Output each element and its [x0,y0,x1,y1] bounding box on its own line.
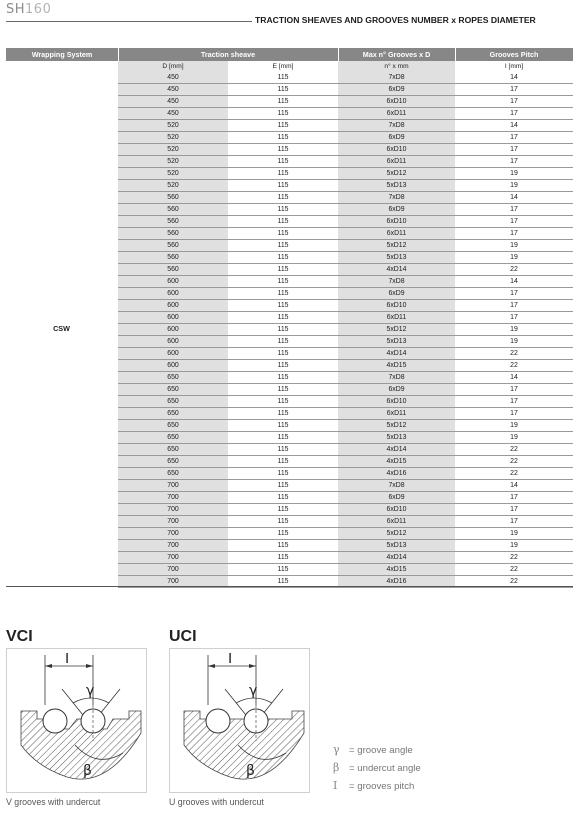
cell-d: 650 [118,396,228,408]
cell-grooves: 6xD10 [338,96,455,108]
cell-pitch: 22 [455,564,573,576]
cell-e: 115 [228,432,338,444]
cell-grooves: 6xD9 [338,492,455,504]
cell-grooves: 7xD8 [338,372,455,384]
cell-pitch: 17 [455,156,573,168]
cell-d: 700 [118,480,228,492]
cell-pitch: 17 [455,84,573,96]
header-wrapping-system: Wrapping System [6,48,118,61]
table-row [0,312,577,324]
cell-grooves: 6xD11 [338,312,455,324]
legend-symbol: γ [333,743,340,756]
cell-pitch: 14 [455,276,573,288]
table-row [0,288,577,300]
cell-pitch: 19 [455,336,573,348]
subheader-pitch: I [mm] [504,63,524,70]
cell-pitch: 17 [455,408,573,420]
cell-grooves: 4xD14 [338,348,455,360]
pitch-label: I [228,650,233,667]
legend-text: = grooves pitch [349,781,415,792]
cell-pitch: 17 [455,288,573,300]
cell-e: 115 [228,276,338,288]
cell-e: 115 [228,108,338,120]
header-divider [118,48,119,61]
table-bottom-rule [6,586,573,587]
cell-e: 115 [228,180,338,192]
legend-text: = groove angle [349,745,413,756]
cell-e: 115 [228,468,338,480]
cell-d: 600 [118,288,228,300]
cell-e: 115 [228,552,338,564]
beta-label: β [83,763,92,779]
arrowhead [208,664,215,668]
table-row [0,120,577,132]
cell-grooves: 6xD9 [338,84,455,96]
cell-d: 450 [118,96,228,108]
header-grooves-pitch: Grooves Pitch [455,48,573,61]
cell-grooves: 5xD13 [338,432,455,444]
diagram-uci [169,648,310,793]
table-row [0,84,577,96]
header-divider [338,48,339,61]
cell-pitch: 17 [455,228,573,240]
brand-part-2: 160 [25,2,52,17]
cell-e: 115 [228,132,338,144]
gamma-label: γ [249,683,258,699]
rope-circle [43,709,67,733]
cell-d: 700 [118,504,228,516]
cell-d: 650 [118,456,228,468]
cell-d: 560 [118,264,228,276]
cell-e: 115 [228,408,338,420]
cell-grooves: 4xD15 [338,564,455,576]
cell-e: 115 [228,84,338,96]
cell-pitch: 22 [455,264,573,276]
table-row [0,168,577,180]
table-row [0,468,577,480]
cell-d: 600 [118,312,228,324]
cell-d: 700 [118,576,228,588]
table-row [0,516,577,528]
title-rule [6,21,252,22]
cell-pitch: 17 [455,204,573,216]
cell-grooves: 6xD11 [338,156,455,168]
cell-e: 115 [228,492,338,504]
cell-grooves: 4xD15 [338,360,455,372]
cell-pitch: 19 [455,180,573,192]
cell-grooves: 5xD13 [338,336,455,348]
table-row [0,480,577,492]
cell-pitch: 17 [455,132,573,144]
diagram-caption-vci: V grooves with undercut [6,797,101,807]
cell-d: 600 [118,324,228,336]
cell-e: 115 [228,324,338,336]
cell-e: 115 [228,144,338,156]
cell-d: 650 [118,444,228,456]
cell-e: 115 [228,168,338,180]
cell-grooves: 6xD10 [338,300,455,312]
cell-grooves: 7xD8 [338,120,455,132]
arrowhead [86,664,93,668]
cell-d: 450 [118,84,228,96]
cell-pitch: 17 [455,384,573,396]
cell-grooves: 5xD13 [338,540,455,552]
u-groove-drawing [170,649,309,792]
cell-grooves: 4xD14 [338,552,455,564]
cell-pitch: 22 [455,468,573,480]
cell-grooves: 4xD16 [338,576,455,588]
cell-grooves: 6xD11 [338,228,455,240]
cell-pitch: 14 [455,480,573,492]
cell-e: 115 [228,528,338,540]
rope-circle [206,709,230,733]
cell-e: 115 [228,396,338,408]
cell-pitch: 17 [455,396,573,408]
beta-label: β [246,763,255,779]
cell-d: 450 [118,108,228,120]
cell-d: 560 [118,204,228,216]
cell-d: 600 [118,336,228,348]
table-row [0,264,577,276]
table-row [0,276,577,288]
pitch-label: I [65,650,70,667]
cell-d: 650 [118,408,228,420]
cell-e: 115 [228,480,338,492]
cell-e: 115 [228,120,338,132]
cell-d: 560 [118,192,228,204]
table-row [0,432,577,444]
cell-e: 115 [228,516,338,528]
table-row [0,492,577,504]
cell-d: 560 [118,240,228,252]
cell-grooves: 5xD12 [338,420,455,432]
cell-d: 700 [118,516,228,528]
cell-grooves: 7xD8 [338,480,455,492]
cell-pitch: 19 [455,540,573,552]
cell-d: 650 [118,432,228,444]
table-row [0,336,577,348]
cell-pitch: 19 [455,432,573,444]
table-row [0,180,577,192]
cell-d: 520 [118,144,228,156]
legend-item-beta [333,761,421,774]
header-divider [455,48,456,61]
page-title: TRACTION SHEAVES AND GROOVES NUMBER x ROPES DIAMETER [255,15,536,25]
cell-d: 520 [118,120,228,132]
table-row [0,300,577,312]
legend-symbol: I [333,779,338,792]
header-traction-sheave: Traction sheave [118,48,338,61]
cell-grooves: 5xD12 [338,168,455,180]
cell-e: 115 [228,444,338,456]
cell-d: 520 [118,132,228,144]
table-row [0,96,577,108]
cell-d: 600 [118,360,228,372]
cell-grooves: 4xD14 [338,444,455,456]
cell-d: 560 [118,228,228,240]
table-row [0,228,577,240]
cell-e: 115 [228,72,338,84]
cell-pitch: 17 [455,504,573,516]
cell-grooves: 5xD13 [338,252,455,264]
table-row [0,552,577,564]
cell-e: 115 [228,312,338,324]
table-row [0,444,577,456]
table-row [0,504,577,516]
cell-pitch: 19 [455,252,573,264]
cell-grooves: 5xD12 [338,528,455,540]
table-row [0,252,577,264]
cell-d: 560 [118,252,228,264]
cell-pitch: 14 [455,192,573,204]
table-row [0,156,577,168]
header-max-grooves: Max n° Grooves x D [338,48,455,61]
cell-d: 650 [118,468,228,480]
cell-grooves: 4xD15 [338,456,455,468]
cell-grooves: 6xD9 [338,384,455,396]
cell-pitch: 17 [455,300,573,312]
arrowhead [249,664,256,668]
cell-d: 650 [118,384,228,396]
cell-pitch: 19 [455,168,573,180]
cell-pitch: 19 [455,420,573,432]
legend-item-gamma [333,743,413,756]
brand-logo [6,2,51,17]
cell-grooves: 5xD12 [338,240,455,252]
cell-e: 115 [228,96,338,108]
cell-grooves: 6xD9 [338,132,455,144]
cell-d: 450 [118,72,228,84]
cell-e: 115 [228,216,338,228]
table-row [0,360,577,372]
legend-text: = undercut angle [349,763,421,774]
subheader-d: D [mm] [118,61,228,72]
diagram-title-vci: VCI [6,628,33,645]
cell-grooves: 6xD9 [338,204,455,216]
diagram-title-uci: UCI [169,628,197,645]
cell-grooves: 6xD11 [338,108,455,120]
cell-e: 115 [228,204,338,216]
cell-pitch: 17 [455,144,573,156]
cell-pitch: 22 [455,456,573,468]
table-row [0,396,577,408]
cell-e: 115 [228,372,338,384]
cell-d: 700 [118,540,228,552]
cell-d: 560 [118,216,228,228]
cell-e: 115 [228,264,338,276]
subheader-e: E [mm] [272,63,294,70]
cell-e: 115 [228,504,338,516]
cell-pitch: 19 [455,324,573,336]
cell-pitch: 14 [455,372,573,384]
cell-d: 700 [118,492,228,504]
cell-grooves: 7xD8 [338,192,455,204]
cell-pitch: 22 [455,348,573,360]
cell-grooves: 6xD10 [338,504,455,516]
cell-pitch: 22 [455,444,573,456]
cell-pitch: 19 [455,240,573,252]
cell-grooves: 7xD8 [338,72,455,84]
cell-e: 115 [228,300,338,312]
v-groove-drawing [7,649,146,792]
brand-part-1: SH [6,2,26,17]
table-row [0,216,577,228]
cell-grooves: 6xD11 [338,408,455,420]
cell-grooves: 6xD10 [338,396,455,408]
cell-d: 700 [118,564,228,576]
subheader-grooves: n° x mm [338,61,455,72]
cell-grooves: 6xD9 [338,288,455,300]
table-row [0,192,577,204]
cell-grooves: 5xD13 [338,180,455,192]
cell-grooves: 6xD10 [338,216,455,228]
gamma-label: γ [86,683,95,699]
cell-e: 115 [228,384,338,396]
table-row [0,348,577,360]
cell-d: 520 [118,168,228,180]
table-row [0,72,577,84]
table-row [0,408,577,420]
table-row [0,420,577,432]
table-row [0,540,577,552]
cell-pitch: 22 [455,360,573,372]
legend-symbol: β [333,761,340,774]
cell-d: 600 [118,300,228,312]
table-row [0,384,577,396]
cell-d: 600 [118,348,228,360]
wrapping-system-label: CSW [53,324,70,333]
cell-d: 700 [118,552,228,564]
cell-grooves: 5xD12 [338,324,455,336]
cell-d: 600 [118,276,228,288]
cell-e: 115 [228,540,338,552]
cell-pitch: 17 [455,216,573,228]
cell-e: 115 [228,156,338,168]
table-row [0,372,577,384]
cell-pitch: 17 [455,96,573,108]
cell-pitch: 22 [455,552,573,564]
cell-grooves: 6xD11 [338,516,455,528]
cell-e: 115 [228,288,338,300]
cell-e: 115 [228,336,338,348]
table-row [0,108,577,120]
table-row [0,240,577,252]
cell-e: 115 [228,240,338,252]
cell-e: 115 [228,420,338,432]
diagram-caption-uci: U grooves with undercut [169,797,264,807]
cell-d: 700 [118,528,228,540]
cell-e: 115 [228,564,338,576]
cell-pitch: 17 [455,108,573,120]
diagram-vci [6,648,147,793]
table-row [0,132,577,144]
table-row [0,456,577,468]
cell-grooves: 6xD10 [338,144,455,156]
cell-pitch: 19 [455,528,573,540]
cell-pitch: 17 [455,516,573,528]
table-row [0,528,577,540]
table-row [0,144,577,156]
cell-grooves: 4xD14 [338,264,455,276]
cell-pitch: 17 [455,492,573,504]
cell-grooves: 4xD16 [338,468,455,480]
legend-item-pitch [333,779,414,792]
cell-e: 115 [228,348,338,360]
cell-pitch: 17 [455,312,573,324]
cell-e: 115 [228,360,338,372]
cell-d: 650 [118,372,228,384]
cell-e: 115 [228,456,338,468]
table-row [0,204,577,216]
cell-d: 650 [118,420,228,432]
cell-e: 115 [228,576,338,588]
cell-d: 520 [118,180,228,192]
cell-pitch: 22 [455,576,573,588]
cell-grooves: 7xD8 [338,276,455,288]
cell-e: 115 [228,252,338,264]
cell-e: 115 [228,228,338,240]
cell-e: 115 [228,192,338,204]
table-row [0,564,577,576]
arrowhead [45,664,52,668]
cell-pitch: 14 [455,120,573,132]
cell-pitch: 14 [455,72,573,84]
cell-d: 520 [118,156,228,168]
